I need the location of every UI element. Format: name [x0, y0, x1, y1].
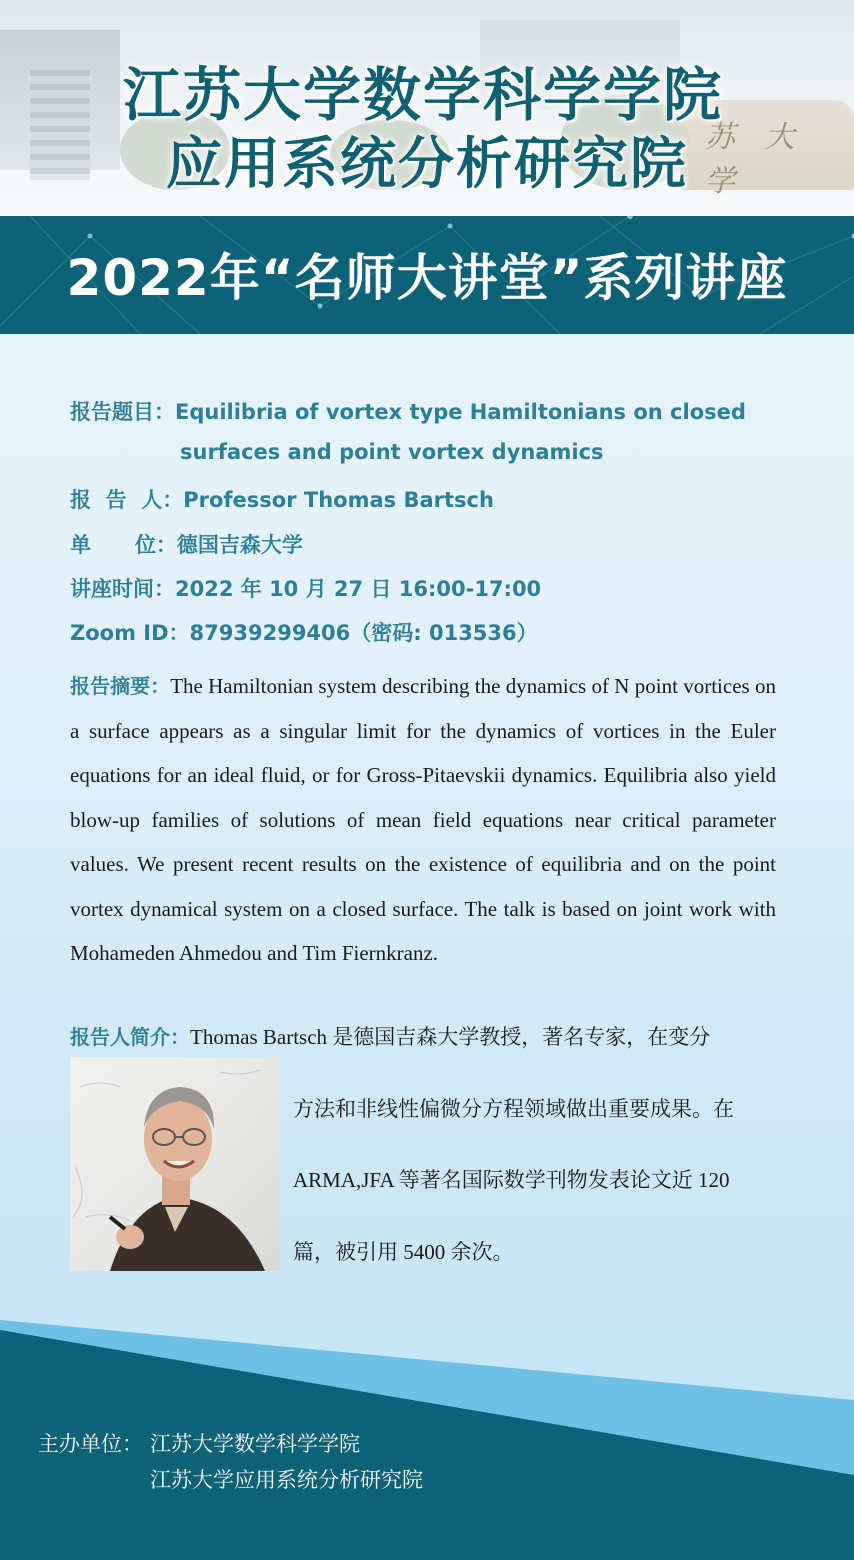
abstract-label: 报告摘要：: [70, 674, 171, 698]
institute-title-line2: 应用系统分析研究院: [166, 132, 688, 197]
bio-line4: 篇，被引用 5400 余次。: [293, 1240, 514, 1264]
zoom-label: Zoom ID：: [70, 621, 190, 645]
series-title: 2022年“名师大讲堂”系列讲座: [66, 249, 788, 307]
unit-label: 单 位：: [70, 533, 177, 557]
zoom-value: 87939299406（密码: 013536）: [189, 621, 538, 645]
topic-line2: surfaces and point vortex dynamics: [180, 440, 604, 464]
topic-label: 报告题目：: [70, 400, 175, 424]
time-value: 2022 年 10 月 27 日 16:00-17:00: [175, 577, 542, 601]
zoom-row: [70, 617, 538, 647]
bio-line1-row: [70, 1021, 710, 1051]
abstract-block: [70, 664, 776, 976]
speaker-name: Professor Thomas Bartsch: [183, 488, 494, 512]
speaker-row: [70, 484, 494, 514]
institute-title-line1: 江苏大学数学科学学院: [122, 61, 723, 129]
unit-value: 德国吉森大学: [176, 533, 303, 557]
topic-row: [70, 396, 746, 426]
topic-line1: Equilibria of vortex type Hamiltonians on closed: [175, 400, 746, 424]
bio-line3: ARMA,JFA 等著名国际数学刊物发表论文近 120: [293, 1168, 730, 1192]
host-organizer-2: 江苏大学应用系统分析研究院: [150, 1468, 423, 1492]
bio-line1: Thomas Bartsch 是德国吉森大学教授，著名专家，在变分: [190, 1025, 711, 1049]
bio-label: 报告人简介：: [70, 1025, 190, 1049]
speaker-portrait: [70, 1057, 280, 1271]
abstract-text: The Hamiltonian system describing the dynamics of N point vortices on a surface appears as a singular limit for the dynamics of vortices in the Euler equations for an ideal fluid, or for Gross-Pitaevskii dynamics. Equilibria also yield blow-up families of solutions of mean field equations near critical parameter values. We present recent results on the existence of equilibria and on the point vortex dynamical system on a closed surface. The talk is based on joint work with Mohameden Ahmedou and Tim Fiernkranz.: [70, 674, 776, 965]
time-row: [70, 573, 541, 603]
time-label: 讲座时间：: [70, 577, 175, 601]
unit-row: [70, 529, 303, 559]
speaker-photo: [70, 1057, 280, 1271]
speaker-label: 报 告 人：: [70, 488, 184, 512]
host-label: 主办单位：: [38, 1432, 143, 1456]
bio-line2: 方法和非线性偏微分方程领域做出重要成果。在: [293, 1097, 734, 1121]
stone-inscription: 苏 大 学: [705, 120, 805, 199]
host-organizer-1: 江苏大学数学科学学院: [150, 1432, 360, 1456]
